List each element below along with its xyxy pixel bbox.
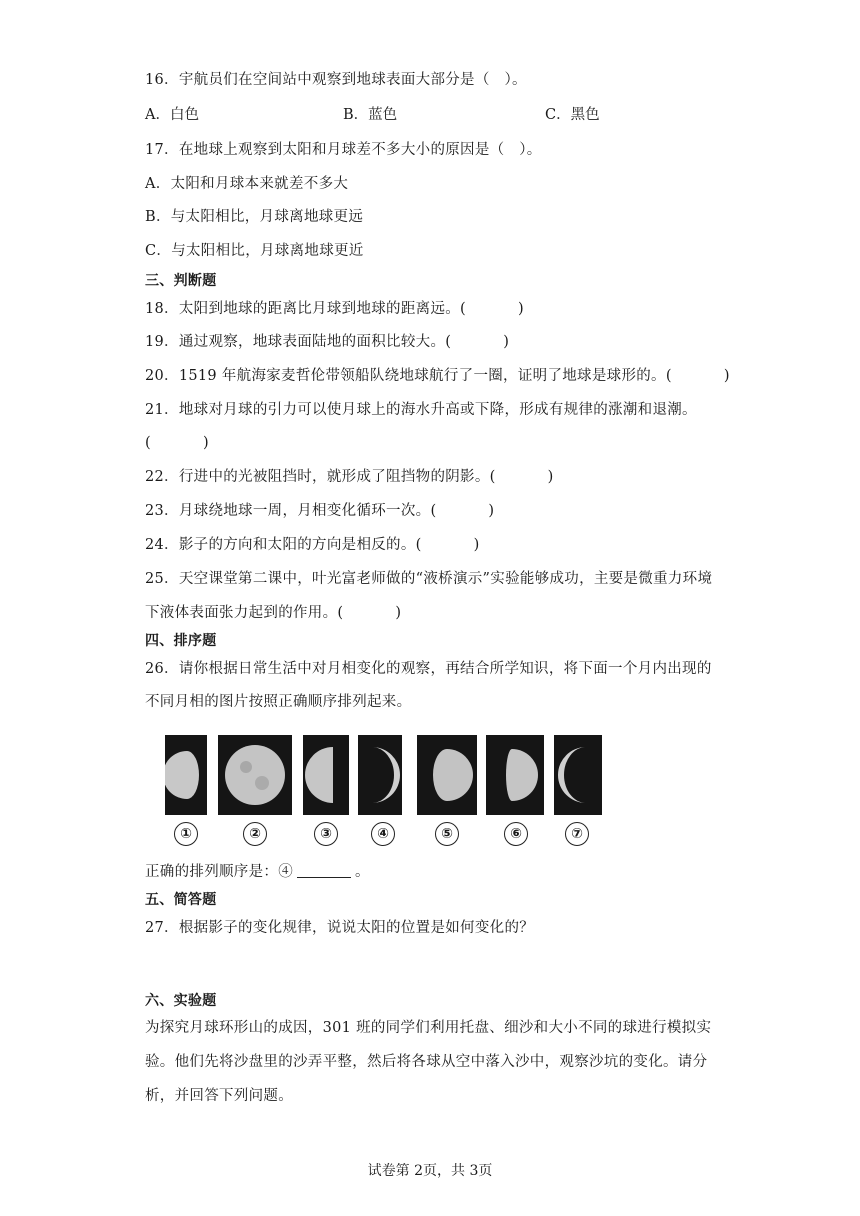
question-26-line-1: 26．请你根据日常生活中对月相变化的观察，再结合所学知识，将下面一个月内出现的 <box>145 661 712 677</box>
page-footer: 试卷第 2页，共 3页 <box>367 1163 493 1179</box>
experiment-paragraph-line-2: 验。他们先将沙盘里的沙弄平整，然后将各球从空中落入沙中，观察沙坑的变化。请分 <box>145 1054 708 1070</box>
moon-label-2: ② <box>243 822 267 846</box>
moon-label-1: ① <box>174 822 198 846</box>
section-title-experiment: 六、实验题 <box>145 993 217 1009</box>
moon-label-4: ④ <box>371 822 395 846</box>
question-21-line-2: ( ) <box>145 435 209 451</box>
question-18: 18．太阳到地球的距离比月球到地球的距离远。( ) <box>145 301 524 317</box>
question-25-line-2: 下液体表面张力起到的作用。( ) <box>145 605 402 621</box>
moon-phase-image-1 <box>165 735 207 815</box>
question-21-line-1: 21．地球对月球的引力可以使月球上的海水升高或下降，形成有规律的涨潮和退潮。 <box>145 402 697 418</box>
question-25-line-1: 25．天空课堂第二课中，叶光富老师做的“液桥演示”实验能够成功，主要是微重力环境 <box>145 571 713 587</box>
question-17-option-b: B．与太阳相比，月球离地球更远 <box>145 209 364 225</box>
question-24: 24．影子的方向和太阳的方向是相反的。( ) <box>145 537 480 553</box>
question-23: 23．月球绕地球一周，月相变化循环一次。( ) <box>145 503 495 519</box>
moon-label-3: ③ <box>314 822 338 846</box>
moon-phase-image-4 <box>358 735 402 815</box>
moon-phase-image-3 <box>303 735 349 815</box>
section-title-true-false: 三、判断题 <box>145 273 217 289</box>
question-27: 27．根据影子的变化规律，说说太阳的位置是如何变化的？ <box>145 920 535 936</box>
question-16-option-c: C．黑色 <box>545 107 600 123</box>
section-title-ordering: 四、排序题 <box>145 633 217 649</box>
moon-label-5: ⑤ <box>435 822 459 846</box>
answer-blank[interactable] <box>297 863 351 878</box>
question-17-option-a: A．太阳和月球本来就差不多大 <box>145 176 349 192</box>
question-17-stem: 17．在地球上观察到太阳和月球差不多大小的原因是（ ）。 <box>145 142 542 158</box>
moon-phase-figure <box>165 735 605 845</box>
question-19: 19．通过观察，地球表面陆地的面积比较大。( ) <box>145 334 510 350</box>
question-16-option-a: A．白色 <box>145 107 199 123</box>
moon-label-7: ⑦ <box>565 822 589 846</box>
question-16-option-b: B．蓝色 <box>343 107 398 123</box>
question-17-option-c: C．与太阳相比，月球离地球更近 <box>145 243 364 259</box>
question-22: 22．行进中的光被阻挡时，就形成了阻挡物的阴影。( ) <box>145 469 554 485</box>
question-16-stem: 16．宇航员们在空间站中观察到地球表面大部分是（ ）。 <box>145 72 527 88</box>
moon-phase-image-5 <box>417 735 477 815</box>
question-26-line-2: 不同月相的图片按照正确顺序排列起来。 <box>145 694 412 710</box>
moon-phase-image-6 <box>486 735 544 815</box>
question-26-answer: 正确的排列顺序是：④ 。 <box>145 864 370 880</box>
experiment-paragraph-line-1: 为探究月球环形山的成因，301 班的同学们利用托盘、细沙和大小不同的球进行模拟实 <box>145 1020 712 1036</box>
experiment-paragraph-line-3: 析，并回答下列问题。 <box>145 1088 293 1104</box>
moon-phase-image-7 <box>554 735 602 815</box>
moon-label-6: ⑥ <box>504 822 528 846</box>
question-20: 20．1519 年航海家麦哲伦带领船队绕地球航行了一圈，证明了地球是球形的。( ) <box>145 368 730 384</box>
section-title-short-answer: 五、简答题 <box>145 892 217 908</box>
moon-phase-image-2 <box>218 735 292 815</box>
